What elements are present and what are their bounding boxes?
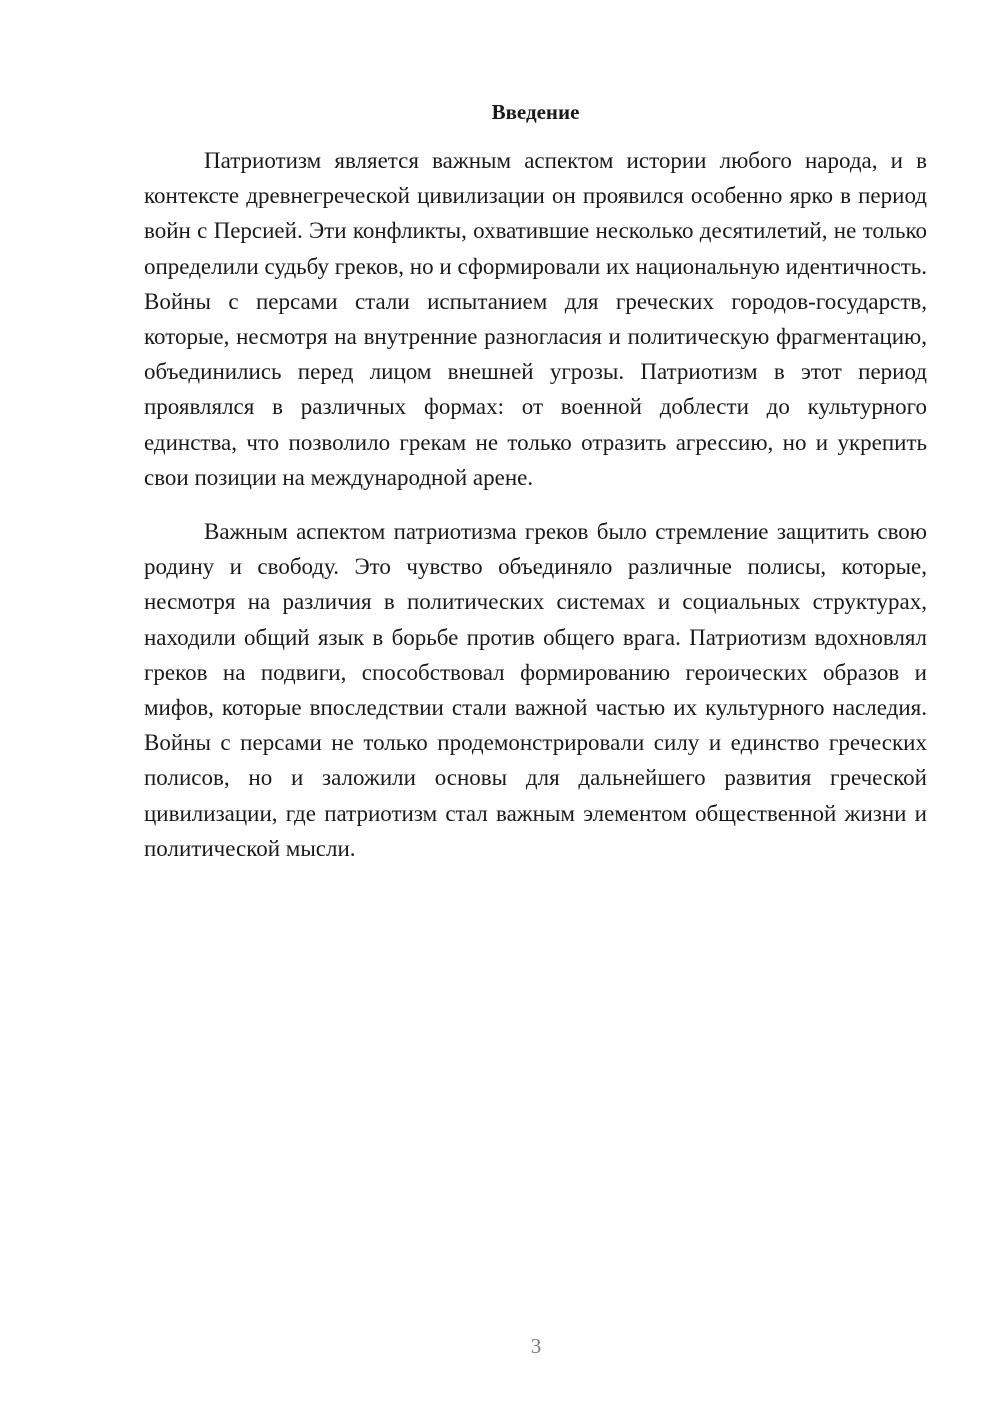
paragraph-1: Патриотизм является важным аспектом истории любого народа, и в контексте древнегреческой цивилизации он проявился особенно ярко в период войн с Персией. Эти конфликты, охватившие несколько десятилетий, не только определили судьбу греков, но и сформировали их национальную идентичность. Войны с персами стали испытанием для греческих городов-государств, которые, несмотря на внутренние разногласия и политическую фрагментацию, объединились перед лицом внешней угрозы. Патриотизм в этот период проявлялся в различных формах: от военной доблести до культурного единства, что позволило грекам не только отразить агрессию, но и укрепить свои позиции на международной арене. xyxy=(144,148,927,490)
page-number: 3 xyxy=(530,1334,542,1358)
body-text xyxy=(144,143,927,866)
section-title: Введение xyxy=(491,100,580,124)
paragraph-2: Важным аспектом патриотизма греков было стремление защитить свою родину и свободу. Это чувство объединяло различные полисы, которые, несмотря на различия в политических системах и социальных структурах, находили общий язык в борьбе против общего врага. Патриотизм вдохновлял греков на подвиги, способствовал формированию героических образов и мифов, которые впоследствии стали важной частью их культурного наследия. Войны с персами не только продемонстрировали силу и единство греческих полисов, но и заложили основы для дальнейшего развития греческой цивилизации, где патриотизм стал важным элементом общественной жизни и политической мысли. xyxy=(144,519,927,861)
